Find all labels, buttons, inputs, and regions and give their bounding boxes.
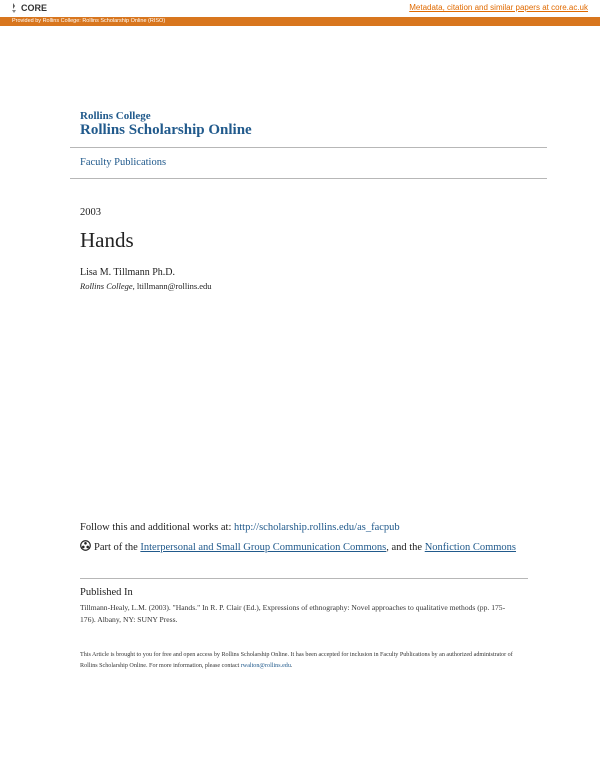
citation-text: Tillmann-Healy, L.M. (2003). "Hands." In R. P. Clair (Ed.), Expressions of ethnography: Novel approaches to qualitative methods (pp. 175-176). Albany, NY: SUNY Press.	[80, 603, 506, 624]
affiliation-email: , ltillmann@rollins.edu	[132, 281, 212, 291]
core-logo[interactable]	[10, 1, 50, 15]
publication-year: 2003	[80, 207, 101, 218]
access-notice	[80, 650, 520, 672]
collection-link[interactable]: Faculty Publications	[80, 157, 167, 168]
core-logo-text: CORE	[21, 3, 48, 13]
part-of-line	[80, 540, 520, 555]
institution-name[interactable]: Rollins College	[80, 110, 151, 122]
core-metadata-link[interactable]: Metadata, citation and similar papers at core.ac.uk	[409, 3, 588, 12]
affiliation-institution: Rollins College	[80, 281, 133, 291]
follow-prefix: Follow this and additional works at:	[80, 522, 234, 533]
nonfiction-commons-link[interactable]: Nonfiction Commons	[424, 542, 517, 553]
divider-published	[80, 578, 528, 579]
core-bar	[0, 0, 600, 17]
author-affiliation	[80, 281, 212, 291]
author-name: Lisa M. Tillmann Ph.D.	[80, 267, 176, 278]
divider-bottom	[70, 178, 547, 179]
notice-end: .	[290, 663, 293, 669]
notice-text: This Article is brought to you for free and open access by Rollins Scholarship Online. It has been accepted for inclusion in Faculty Publications by an authorized administrator of Rollins Scholarship Online. For more information, please contact	[80, 652, 513, 669]
follow-line	[80, 522, 400, 533]
part-of-middle: , and the	[386, 542, 425, 553]
divider-top	[70, 147, 547, 148]
article-title: Hands	[80, 228, 134, 252]
core-logo-icon	[10, 2, 20, 14]
commons-network-icon	[80, 540, 91, 551]
contact-email-link[interactable]: rwalton@rollins.edu	[240, 663, 291, 669]
provider-banner	[0, 17, 600, 26]
part-of-prefix: Part of the	[94, 542, 141, 553]
follow-url-link[interactable]: http://scholarship.rollins.edu/as_facpub	[234, 522, 400, 533]
provider-text: Provided by Rollins College: Rollins Scholarship Online (RISO)	[12, 18, 166, 24]
interpersonal-commons-link[interactable]: Interpersonal and Small Group Communication Commons	[140, 542, 387, 553]
published-in-heading: Published In	[80, 587, 133, 598]
repository-name[interactable]: Rollins Scholarship Online	[80, 122, 252, 138]
